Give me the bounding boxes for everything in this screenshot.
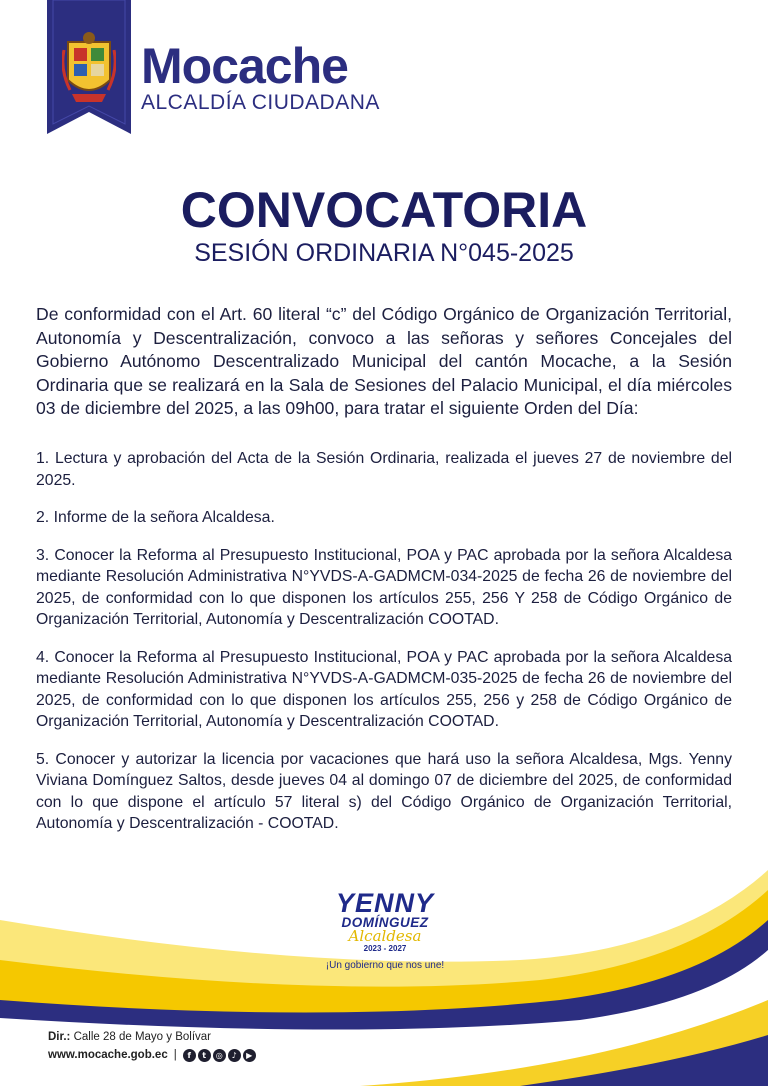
logo-slogan: ¡Un gobierno que nos une!: [325, 960, 445, 971]
agenda-item: 2. Informe de la señora Alcaldesa.: [36, 509, 275, 526]
agenda-item: 5. Conocer y autorizar la licencia por vacaciones que hará uso la señora Alcaldesa, Mgs. Yenny Viviana Domínguez Saltos, desde jueves 04 al domingo 07 de diciembre del 2025, de conformidad con lo que dispone el artículo 57 literal s) del Código Orgánico de Organización Territorial, Autonomía y Descentralización - COOTAD.: [36, 750, 732, 832]
campaign-logo: [320, 890, 450, 954]
agenda-item: 3. Conocer la Reforma al Presupuesto Institucional, POA y PAC aprobada por la señora Alcaldesa mediante Resolución Administrativa N°YVDS-A-GADMCM-034-2025 de fecha 26 de noviembre del 2025, de conformidad con lo que disponen los artículos 255, 256 Y 258 de Código Orgánico de Organización Territorial, Autonomía y Descentralización COOTAD.: [36, 546, 732, 628]
agenda-item: 1. Lectura y aprobación del Acta de la Sesión Ordinaria, realizada el jueves 27 de noviembre del 2025.: [36, 450, 732, 489]
intro-paragraph: De conformidad con el Art. 60 literal “c” del Código Orgánico de Organización Territorial, Autonomía y Descentralización, convoco a las señoras y señores Concejales del Gobierno Autónomo Descentralizado Municipal del cantón Mocache, a la Sesión Ordinaria que se realizará en la Sala de Sesiones del Palacio Municipal, el día miércoles 03 de diciembre del 2025, a las 09h00, para tratar el siguiente Orden del Día:: [36, 304, 732, 418]
brand-name: Mocache: [141, 38, 348, 94]
municipal-seal-icon: [62, 30, 116, 108]
document-subtitle: SESIÓN ORDINARIA N°045-2025: [194, 239, 574, 267]
website-link[interactable]: www.mocache.gob.ec: [48, 1049, 168, 1061]
address-text: Calle 28 de Mayo y Bolívar: [70, 1031, 211, 1043]
logo-line-2: DOMÍNGUEZ: [341, 915, 429, 930]
footer-web: [48, 1048, 256, 1063]
footer-separator: |: [173, 1049, 177, 1061]
logo-line-3: Alcaldesa: [348, 927, 422, 945]
agenda-list: [36, 448, 732, 835]
brand-block: [141, 40, 380, 114]
tiktok-icon[interactable]: ♪: [228, 1049, 241, 1062]
social-icons: [183, 1049, 256, 1062]
youtube-icon[interactable]: ▶: [243, 1049, 256, 1062]
twitter-icon[interactable]: t: [198, 1049, 211, 1062]
footer-address: [48, 1030, 211, 1045]
brand-subtitle: ALCALDÍA CIUDADANA: [141, 91, 380, 114]
agenda-item: 4. Conocer la Reforma al Presupuesto Institucional, POA y PAC aprobada por la señora Alcaldesa mediante Resolución Administrativa N°YVDS-A-GADMCM-035-2025 de fecha 26 de noviembre del 2025, de conformidad con lo que disponen los artículos 255, 256 y 258 de Código Orgánico de Organización Territorial, Autonomía y Descentralización COOTAD.: [36, 648, 732, 730]
address-label: Dir.:: [48, 1031, 71, 1043]
instagram-icon[interactable]: ◎: [213, 1049, 226, 1062]
document-title: CONVOCATORIA: [180, 182, 588, 238]
logo-line-1: YENNY: [335, 888, 435, 918]
logo-years: 2023 - 2027: [363, 944, 407, 953]
facebook-icon[interactable]: f: [183, 1049, 196, 1062]
